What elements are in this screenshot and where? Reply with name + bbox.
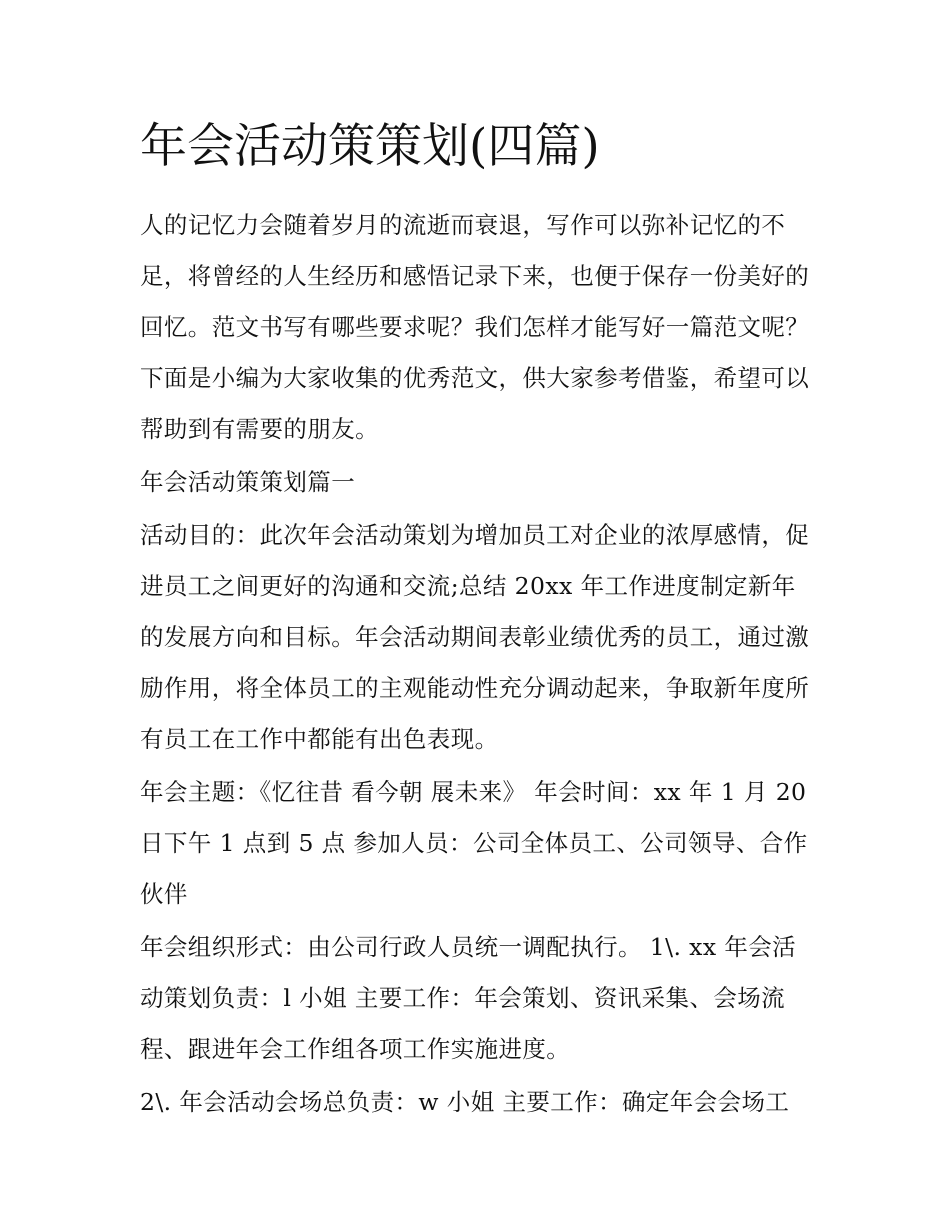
organization-paragraph: 年会组织形式：由公司行政人员统一调配执行。 1\. xx 年会活动策划负责：l 小姐 主要工作：年会策划、资讯采集、会场流程、跟进年会工作组各项工作实施进度。	[140, 933, 797, 1063]
purpose-paragraph: 活动目的：此次年会活动策划为增加员工对企业的浓厚感情，促进员工之间更好的沟通和交流;总结 20xx 年工作进度制定新年的发展方向和目标。年会活动期间表彰业绩优秀的员工，通过激励作用，将全体员工的主观能动性充分调动起来，争取新年度所有员工在工作中都能有出色表现。	[140, 521, 810, 753]
document-title: 年会活动策策划(四篇)	[140, 119, 600, 174]
venue-paragraph: 2\. 年会活动会场总负责：w 小姐 主要工作：确定年会会场工	[140, 1088, 790, 1116]
document-body	[140, 112, 812, 1128]
intro-paragraph: 人的记忆力会随着岁月的流逝而衰退，写作可以弥补记忆的不足，将曾经的人生经历和感悟记录下来，也便于保存一份美好的回忆。范文书写有哪些要求呢？我们怎样才能写好一篇范文呢？下面是小编为大家收集的优秀范文，供大家参考借鉴，希望可以帮助到有需要的朋友。	[140, 211, 810, 443]
section-heading-part-one: 年会活动策策划篇一	[140, 468, 356, 496]
theme-time-paragraph: 年会主题：《忆往昔 看今朝 展未来》 年会时间：xx 年 1 月 20 日下午 1 点到 5 点 参加人员：公司全体员工、公司领导、合作伙伴	[140, 778, 808, 908]
